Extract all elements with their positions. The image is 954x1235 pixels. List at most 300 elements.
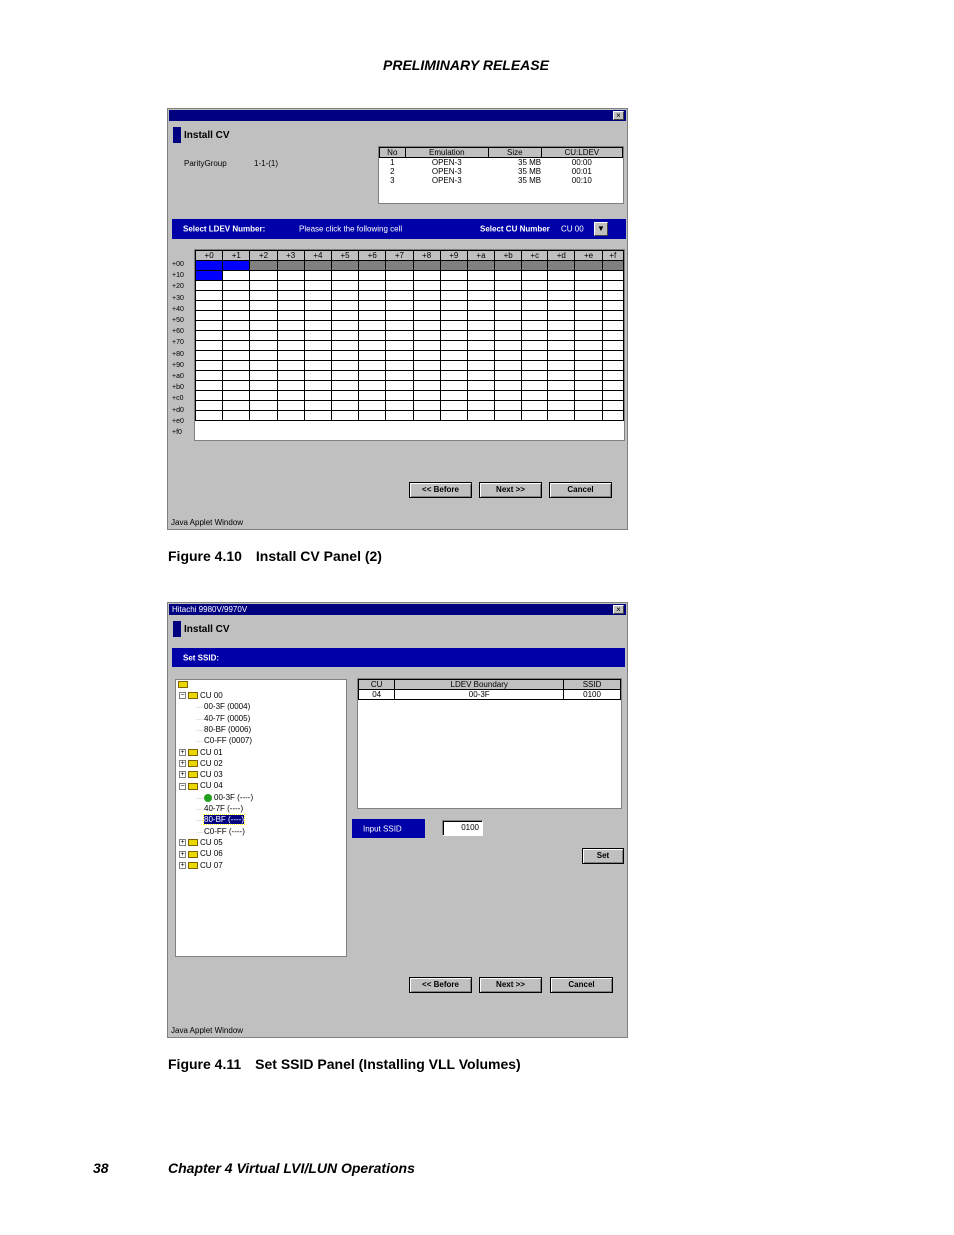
ldev-cell[interactable]	[440, 311, 467, 321]
ldev-cell[interactable]	[359, 261, 386, 271]
ldev-cell[interactable]	[223, 341, 250, 351]
ldev-cell[interactable]	[602, 381, 623, 391]
ldev-cell[interactable]	[223, 311, 250, 321]
ldev-cell[interactable]	[304, 401, 331, 411]
ldev-cell[interactable]	[359, 411, 386, 421]
collapse-icon[interactable]: −	[180, 692, 185, 700]
tree-node-range[interactable]	[196, 714, 250, 723]
ldev-cell[interactable]	[548, 391, 575, 401]
ldev-cell[interactable]	[548, 361, 575, 371]
ldev-cell[interactable]	[359, 331, 386, 341]
ldev-cell[interactable]	[440, 281, 467, 291]
ldev-cell[interactable]	[196, 301, 223, 311]
ldev-cell[interactable]	[250, 311, 277, 321]
ldev-cell[interactable]	[277, 321, 304, 331]
ldev-cell[interactable]	[602, 411, 623, 421]
ldev-cell[interactable]	[196, 261, 223, 271]
ldev-cell[interactable]	[386, 291, 413, 301]
ldev-cell[interactable]	[548, 261, 575, 271]
ldev-cell[interactable]	[304, 351, 331, 361]
ldev-cell[interactable]	[277, 361, 304, 371]
ldev-cell[interactable]	[250, 381, 277, 391]
ldev-cell[interactable]	[522, 371, 548, 381]
ldev-cell[interactable]	[440, 411, 467, 421]
ldev-cell[interactable]	[359, 381, 386, 391]
ldev-cell[interactable]	[602, 271, 623, 281]
ldev-cell[interactable]	[331, 361, 358, 371]
ldev-cell[interactable]	[495, 361, 522, 371]
ldev-cell[interactable]	[440, 361, 467, 371]
ldev-cell[interactable]	[495, 391, 522, 401]
ldev-cell[interactable]	[250, 281, 277, 291]
ldev-cell[interactable]	[196, 321, 223, 331]
ldev-cell[interactable]	[277, 411, 304, 421]
expand-icon[interactable]: +	[180, 839, 185, 847]
ldev-cell[interactable]	[467, 381, 494, 391]
ldev-cell[interactable]	[575, 321, 602, 331]
ldev-cell[interactable]	[548, 301, 575, 311]
ldev-cell[interactable]	[602, 371, 623, 381]
ldev-cell[interactable]	[575, 281, 602, 291]
ldev-cell[interactable]	[413, 291, 440, 301]
ldev-cell[interactable]	[250, 341, 277, 351]
ldev-cell[interactable]	[331, 411, 358, 421]
ldev-cell[interactable]	[223, 271, 250, 281]
ldev-cell[interactable]	[277, 291, 304, 301]
ldev-cell[interactable]	[602, 291, 623, 301]
ldev-cell[interactable]	[359, 341, 386, 351]
ldev-cell[interactable]	[277, 391, 304, 401]
ldev-cell[interactable]	[196, 271, 223, 281]
ldev-cell[interactable]	[331, 311, 358, 321]
ldev-cell[interactable]	[413, 351, 440, 361]
ldev-cell[interactable]	[548, 371, 575, 381]
ldev-cell[interactable]	[522, 261, 548, 271]
ldev-cell[interactable]	[277, 401, 304, 411]
ldev-cell[interactable]	[548, 341, 575, 351]
ldev-cell[interactable]	[250, 371, 277, 381]
ldev-cell[interactable]	[331, 401, 358, 411]
ldev-cell[interactable]	[413, 301, 440, 311]
close-icon[interactable]: ×	[613, 605, 624, 614]
ldev-cell[interactable]	[522, 411, 548, 421]
ldev-cell[interactable]	[575, 291, 602, 301]
ldev-cell[interactable]	[223, 321, 250, 331]
expand-icon[interactable]: +	[180, 861, 185, 869]
ldev-cell[interactable]	[196, 391, 223, 401]
ldev-cell[interactable]	[196, 351, 223, 361]
ldev-cell[interactable]	[386, 321, 413, 331]
ldev-cell[interactable]	[522, 281, 548, 291]
tree-node-cu[interactable]	[179, 770, 223, 779]
ldev-cell[interactable]	[223, 301, 250, 311]
ldev-cell[interactable]	[413, 341, 440, 351]
ldev-cell[interactable]	[359, 271, 386, 281]
ldev-cell[interactable]	[522, 391, 548, 401]
ldev-cell[interactable]	[331, 271, 358, 281]
ldev-cell[interactable]	[250, 411, 277, 421]
ldev-cell[interactable]	[495, 291, 522, 301]
ldev-cell[interactable]	[331, 381, 358, 391]
ldev-cell[interactable]	[359, 371, 386, 381]
ldev-cell[interactable]	[196, 291, 223, 301]
ldev-cell[interactable]	[522, 351, 548, 361]
ldev-cell[interactable]	[277, 371, 304, 381]
ldev-cell[interactable]	[304, 391, 331, 401]
ldev-cell[interactable]	[602, 401, 623, 411]
ldev-cell[interactable]	[495, 261, 522, 271]
ldev-cell[interactable]	[331, 281, 358, 291]
ldev-cell[interactable]	[575, 311, 602, 321]
tree-node-cu[interactable]	[179, 838, 223, 847]
ldev-cell[interactable]	[602, 391, 623, 401]
ldev-cell[interactable]	[386, 271, 413, 281]
ldev-cell[interactable]	[304, 271, 331, 281]
ldev-cell[interactable]	[440, 391, 467, 401]
ldev-cell[interactable]	[548, 331, 575, 341]
ldev-cell[interactable]	[304, 411, 331, 421]
ldev-cell[interactable]	[602, 321, 623, 331]
ldev-cell[interactable]	[277, 281, 304, 291]
table-row[interactable]	[380, 176, 623, 185]
ldev-cell[interactable]	[440, 351, 467, 361]
cancel-button[interactable]: Cancel	[549, 482, 612, 498]
ldev-cell[interactable]	[196, 381, 223, 391]
ldev-cell[interactable]	[522, 361, 548, 371]
ldev-cell[interactable]	[223, 371, 250, 381]
ldev-cell[interactable]	[250, 321, 277, 331]
ldev-cell[interactable]	[223, 291, 250, 301]
table-row[interactable]	[380, 158, 623, 168]
before-button[interactable]: << Before	[409, 977, 472, 993]
ldev-cell[interactable]	[386, 311, 413, 321]
ldev-cell[interactable]	[413, 281, 440, 291]
ldev-cell[interactable]	[467, 341, 494, 351]
ldev-cell[interactable]	[495, 281, 522, 291]
ldev-cell[interactable]	[196, 331, 223, 341]
ldev-cell[interactable]	[250, 271, 277, 281]
ldev-cell[interactable]	[386, 351, 413, 361]
ldev-cell[interactable]	[548, 321, 575, 331]
next-button[interactable]: Next >>	[479, 482, 542, 498]
ldev-cell[interactable]	[440, 271, 467, 281]
ldev-cell[interactable]	[386, 371, 413, 381]
ldev-cell[interactable]	[304, 311, 331, 321]
ldev-cell[interactable]	[331, 331, 358, 341]
cu-tree[interactable]	[175, 679, 347, 957]
cancel-button[interactable]: Cancel	[550, 977, 613, 993]
ldev-cell[interactable]	[223, 281, 250, 291]
ldev-cell[interactable]	[440, 341, 467, 351]
ldev-cell[interactable]	[413, 321, 440, 331]
ldev-cell[interactable]	[548, 401, 575, 411]
ldev-cell[interactable]	[467, 281, 494, 291]
tree-node-range[interactable]	[196, 736, 252, 745]
ldev-cell[interactable]	[359, 311, 386, 321]
before-button[interactable]: << Before	[409, 482, 472, 498]
ldev-cell[interactable]	[548, 291, 575, 301]
ldev-cell[interactable]	[223, 351, 250, 361]
ldev-cell[interactable]	[440, 331, 467, 341]
ldev-cell[interactable]	[522, 311, 548, 321]
ldev-cell[interactable]	[304, 371, 331, 381]
ldev-cell[interactable]	[440, 371, 467, 381]
expand-icon[interactable]: +	[180, 771, 185, 779]
chevron-down-icon[interactable]: ▼	[594, 222, 608, 236]
tree-node-range[interactable]	[196, 827, 245, 836]
ldev-cell[interactable]	[467, 401, 494, 411]
tree-node-cu[interactable]	[179, 759, 223, 768]
ldev-cell[interactable]	[575, 371, 602, 381]
ldev-cell[interactable]	[467, 311, 494, 321]
ldev-cell[interactable]	[522, 381, 548, 391]
ldev-cell[interactable]	[575, 381, 602, 391]
ldev-cell[interactable]	[277, 311, 304, 321]
ldev-cell[interactable]	[250, 291, 277, 301]
ldev-cell[interactable]	[331, 371, 358, 381]
ldev-cell[interactable]	[196, 401, 223, 411]
ldev-cell[interactable]	[467, 411, 494, 421]
ldev-cell[interactable]	[331, 341, 358, 351]
ldev-cell[interactable]	[602, 341, 623, 351]
ldev-cell[interactable]	[359, 301, 386, 311]
ldev-cell[interactable]	[467, 351, 494, 361]
expand-icon[interactable]: +	[180, 748, 185, 756]
ldev-cell[interactable]	[467, 261, 494, 271]
table-row[interactable]	[380, 167, 623, 176]
tree-node-cu[interactable]	[179, 861, 223, 870]
ldev-cell[interactable]	[223, 331, 250, 341]
ldev-cell[interactable]	[250, 351, 277, 361]
ldev-cell[interactable]	[386, 381, 413, 391]
ldev-cell[interactable]	[277, 351, 304, 361]
ldev-cell[interactable]	[495, 381, 522, 391]
ldev-cell[interactable]	[331, 351, 358, 361]
ldev-cell[interactable]	[522, 271, 548, 281]
ldev-cell[interactable]	[386, 261, 413, 271]
ldev-cell[interactable]	[548, 311, 575, 321]
ldev-cell[interactable]	[575, 331, 602, 341]
ldev-cell[interactable]	[602, 261, 623, 271]
ldev-cell[interactable]	[386, 341, 413, 351]
ldev-cell[interactable]	[386, 391, 413, 401]
ldev-cell[interactable]	[467, 301, 494, 311]
ldev-cell[interactable]	[304, 361, 331, 371]
ldev-cell[interactable]	[495, 351, 522, 361]
ldev-cell[interactable]	[440, 321, 467, 331]
ldev-cell[interactable]	[575, 391, 602, 401]
ldev-cell[interactable]	[575, 361, 602, 371]
ldev-cell[interactable]	[413, 311, 440, 321]
ldev-cell[interactable]	[359, 281, 386, 291]
ldev-cell[interactable]	[440, 301, 467, 311]
ldev-cell[interactable]	[304, 321, 331, 331]
close-icon[interactable]: ×	[613, 111, 624, 120]
ldev-cell[interactable]	[467, 371, 494, 381]
ldev-cell[interactable]	[196, 281, 223, 291]
tree-node-range[interactable]	[196, 725, 251, 734]
ldev-cell[interactable]	[277, 341, 304, 351]
ldev-cell[interactable]	[250, 361, 277, 371]
ldev-cell[interactable]	[196, 411, 223, 421]
next-button[interactable]: Next >>	[479, 977, 542, 993]
ldev-cell[interactable]	[413, 401, 440, 411]
ldev-cell[interactable]	[413, 371, 440, 381]
ldev-cell[interactable]	[250, 401, 277, 411]
ldev-cell[interactable]	[522, 291, 548, 301]
ldev-cell[interactable]	[223, 411, 250, 421]
ldev-cell[interactable]	[223, 401, 250, 411]
ldev-cell[interactable]	[413, 411, 440, 421]
expand-icon[interactable]: +	[180, 760, 185, 768]
ldev-cell[interactable]	[575, 341, 602, 351]
ldev-cell[interactable]	[575, 271, 602, 281]
ldev-cell[interactable]	[548, 281, 575, 291]
ldev-cell[interactable]	[548, 271, 575, 281]
ldev-cell[interactable]	[413, 331, 440, 341]
ldev-cell[interactable]	[331, 291, 358, 301]
ldev-cell[interactable]	[575, 411, 602, 421]
ldev-cell[interactable]	[548, 381, 575, 391]
ldev-cell[interactable]	[522, 331, 548, 341]
ldev-cell[interactable]	[467, 391, 494, 401]
ldev-cell[interactable]	[223, 381, 250, 391]
ldev-cell[interactable]	[304, 281, 331, 291]
ldev-cell[interactable]	[277, 301, 304, 311]
ldev-cell[interactable]	[575, 401, 602, 411]
tree-node-range[interactable]	[196, 804, 243, 813]
ldev-cell[interactable]	[304, 301, 331, 311]
ldev-cell[interactable]	[304, 381, 331, 391]
ldev-cell[interactable]	[413, 381, 440, 391]
ldev-cell[interactable]	[223, 391, 250, 401]
ldev-cell[interactable]	[331, 321, 358, 331]
ldev-cell[interactable]	[495, 301, 522, 311]
tree-node-cu[interactable]	[179, 748, 223, 757]
ldev-cell[interactable]	[495, 371, 522, 381]
ldev-cell[interactable]	[495, 321, 522, 331]
tree-node-range[interactable]	[196, 815, 244, 824]
ldev-cell[interactable]	[277, 261, 304, 271]
ldev-cell[interactable]	[522, 321, 548, 331]
ldev-grid[interactable]	[194, 249, 625, 441]
ldev-cell[interactable]	[331, 261, 358, 271]
collapse-icon[interactable]: −	[180, 782, 185, 790]
ldev-cell[interactable]	[467, 271, 494, 281]
ldev-cell[interactable]	[331, 301, 358, 311]
ldev-cell[interactable]	[386, 301, 413, 311]
ldev-cell[interactable]	[440, 261, 467, 271]
ldev-cell[interactable]	[196, 371, 223, 381]
ldev-cell[interactable]	[277, 331, 304, 341]
ldev-cell[interactable]	[467, 291, 494, 301]
ldev-cell[interactable]	[467, 321, 494, 331]
ldev-cell[interactable]	[602, 361, 623, 371]
ldev-cell[interactable]	[548, 411, 575, 421]
set-button[interactable]: Set	[582, 848, 624, 864]
tree-node-range[interactable]	[196, 793, 253, 802]
ldev-cell[interactable]	[413, 361, 440, 371]
ldev-cell[interactable]	[495, 411, 522, 421]
ldev-cell[interactable]	[495, 311, 522, 321]
ssid-table[interactable]	[357, 678, 622, 809]
ldev-cell[interactable]	[575, 261, 602, 271]
ldev-cell[interactable]	[522, 401, 548, 411]
ldev-cell[interactable]	[196, 341, 223, 351]
ldev-cell[interactable]	[386, 411, 413, 421]
ldev-cell[interactable]	[495, 401, 522, 411]
ldev-cell[interactable]	[359, 391, 386, 401]
ldev-cell[interactable]	[522, 341, 548, 351]
ldev-list-table[interactable]	[378, 146, 624, 204]
ldev-cell[interactable]	[413, 261, 440, 271]
ldev-cell[interactable]	[467, 361, 494, 371]
ldev-cell[interactable]	[359, 291, 386, 301]
ldev-cell[interactable]	[359, 351, 386, 361]
ldev-cell[interactable]	[440, 401, 467, 411]
ldev-cell[interactable]	[602, 351, 623, 361]
ldev-cell[interactable]	[250, 331, 277, 341]
tree-node-cu[interactable]	[179, 691, 223, 700]
ldev-cell[interactable]	[548, 351, 575, 361]
ldev-cell[interactable]	[413, 391, 440, 401]
ldev-cell[interactable]	[250, 391, 277, 401]
table-row[interactable]	[359, 690, 621, 700]
ldev-cell[interactable]	[304, 341, 331, 351]
ldev-cell[interactable]	[304, 291, 331, 301]
ldev-cell[interactable]	[495, 341, 522, 351]
ldev-cell[interactable]	[223, 361, 250, 371]
ldev-cell[interactable]	[250, 261, 277, 271]
ldev-cell[interactable]	[386, 361, 413, 371]
ldev-cell[interactable]	[359, 401, 386, 411]
tree-node-cu[interactable]	[179, 849, 223, 858]
ldev-cell[interactable]	[386, 281, 413, 291]
ldev-cell[interactable]	[602, 311, 623, 321]
tree-node-cu[interactable]	[179, 781, 223, 790]
tree-node-range[interactable]	[196, 702, 250, 711]
ldev-cell[interactable]	[522, 301, 548, 311]
ldev-cell[interactable]	[304, 331, 331, 341]
ldev-cell[interactable]	[575, 301, 602, 311]
ldev-cell[interactable]	[440, 291, 467, 301]
ldev-cell[interactable]	[495, 331, 522, 341]
ldev-cell[interactable]	[223, 261, 250, 271]
ldev-cell[interactable]	[359, 321, 386, 331]
ldev-cell[interactable]	[602, 301, 623, 311]
expand-icon[interactable]: +	[180, 850, 185, 858]
cu-select-value[interactable]: CU 00	[561, 224, 584, 234]
ldev-cell[interactable]	[196, 311, 223, 321]
ldev-cell[interactable]	[277, 271, 304, 281]
ldev-cell[interactable]	[277, 381, 304, 391]
ldev-cell[interactable]	[413, 271, 440, 281]
ldev-cell[interactable]	[386, 401, 413, 411]
ldev-cell[interactable]	[386, 331, 413, 341]
ldev-cell[interactable]	[602, 281, 623, 291]
ldev-cell[interactable]	[602, 331, 623, 341]
ldev-cell[interactable]	[495, 271, 522, 281]
ldev-cell[interactable]	[331, 391, 358, 401]
ldev-cell[interactable]	[304, 261, 331, 271]
ldev-cell[interactable]	[575, 351, 602, 361]
ldev-cell[interactable]	[440, 381, 467, 391]
ldev-cell[interactable]	[250, 301, 277, 311]
ldev-cell[interactable]	[196, 361, 223, 371]
ldev-cell[interactable]	[467, 331, 494, 341]
ssid-input[interactable]: 0100	[442, 820, 483, 836]
ldev-cell[interactable]	[359, 361, 386, 371]
